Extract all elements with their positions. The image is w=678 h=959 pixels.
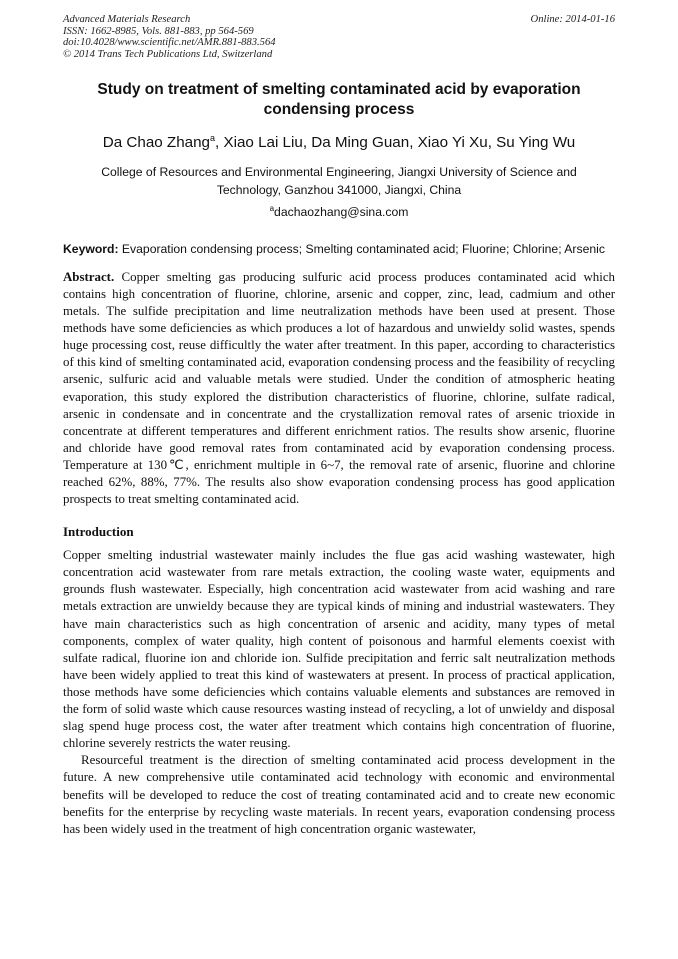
keywords-text: Evaporation condensing process; Smelting contaminated acid; Fluorine; Chlorine; Arsenic (118, 242, 605, 257)
abstract-text: Copper smelting gas producing sulfuric acid process produces contaminated acid which contains high concentration of fluorine, chlorine, arsenic and copper, zinc, lead, cadmium and other metals. The sulfide precipitation and lime neutralization methods have been used at present. Those methods have some deficiencies as which produces a lot of hazardous and unwieldy solid wastes, spends huge processing cost, reuse difficultly the water after treatment. In this paper, according to characteristics of this kind of smelting contaminated acid, evaporation condensing process and the feasibility of recycling arsenic, sulfuric acid and valuable metals were studied. Under the condition of atmospheric heating evaporation, this study explored the distribution characteristics of fluorine, chlorine, sulfate radical, arsenic in condensate and in concentrate and the crystallization removal rates of arsenic trioxide in concentrate at different temperatures and different enrichment ratios. The results show arsenic, fluorine and chloride have good removal rates from contaminated acid by evaporation condensing process. Temperature at 130℃, enrichment multiple in 6~7, the removal rate of arsenic, fluorine and chlorine reached 62%, 88%, 77%. The results also show evaporation condensing process has good application prospects to treat smelting contaminated acid. (63, 269, 615, 507)
journal-name: Advanced Materials Research (63, 14, 191, 25)
keywords (63, 241, 615, 259)
intro-paragraph-2: Resourceful treatment is the direction of smelting contaminated acid process development in the future. A new comprehensive utile contaminated acid technology with economic and environmental benefits will be developed to reduce the cost of treating contaminated acid and to create new economic benefits for the enterprise by recycling waste materials. In recent years, evaporation condensing process has been widely used in the treatment of high concentration organic wastewater, (63, 753, 615, 836)
keywords-label: Keyword: (63, 242, 119, 257)
doi-line: doi:10.4028/www.scientific.net/AMR.881-883.564 (63, 37, 276, 49)
paper-page (63, 14, 615, 838)
affiliation: College of Resources and Environmental Engineering, Jiangxi University of Science and Technology, Ganzhou 341000, Jiangxi, China (101, 165, 577, 198)
first-author: Da Chao Zhang (102, 134, 210, 152)
section-heading-introduction: Introduction (63, 524, 134, 540)
author-superscript: a (210, 133, 216, 144)
contact-email (63, 205, 615, 219)
abstract-label: Abstract. (63, 269, 115, 284)
email-superscript: a (269, 204, 275, 214)
copyright-line: © 2014 Trans Tech Publications Ltd, Switzerland (63, 48, 273, 60)
other-authors: , Xiao Lai Liu, Da Ming Guan, Xiao Yi Xu, Su Ying Wu (215, 134, 576, 152)
online-date: Online: 2014-01-16 (530, 14, 615, 25)
abstract (63, 269, 615, 508)
issn-line: ISSN: 1662-8985, Vols. 881-883, pp 564-569 (63, 25, 254, 37)
intro-paragraph-1: Copper smelting industrial wastewater mainly includes the flue gas acid washing wastewater, high concentration acid wastewater from rare metals extraction, the cooling waste water, equipments and grounds flush wastewater. Especially, high concentration acid wastewater from acid washing and rare metals extraction are unwieldy because they are typical kinds of mining and industrial wastewaters. They have main characteristics such as high concentration of arsenic and acidity, many types of metal components, complex of water quality, high content of poisonous and harmful elements coexist with sulfate radical, fluorine ion and chloride ion. Sulfide precipitation and ferric salt neutralization methods have been widely applied to treat this kind of wastewaters at present. In process of practical application, those methods have some deficiencies which contains valuable elements and substances are removed in the form of solid waste which cause resources wasting instead of recycling, a lot of unwieldy and disposal slag spend huge process cost, the water after treatment which contains high concentration of fluorine, chlorine severely restricts the water reusing. (63, 548, 615, 751)
author-list (63, 134, 615, 151)
email-address: dachaozhang@sina.com (274, 205, 409, 220)
paper-title: Study on treatment of smelting contaminated acid by evaporation condensing process (97, 81, 581, 119)
journal-header (63, 14, 615, 60)
